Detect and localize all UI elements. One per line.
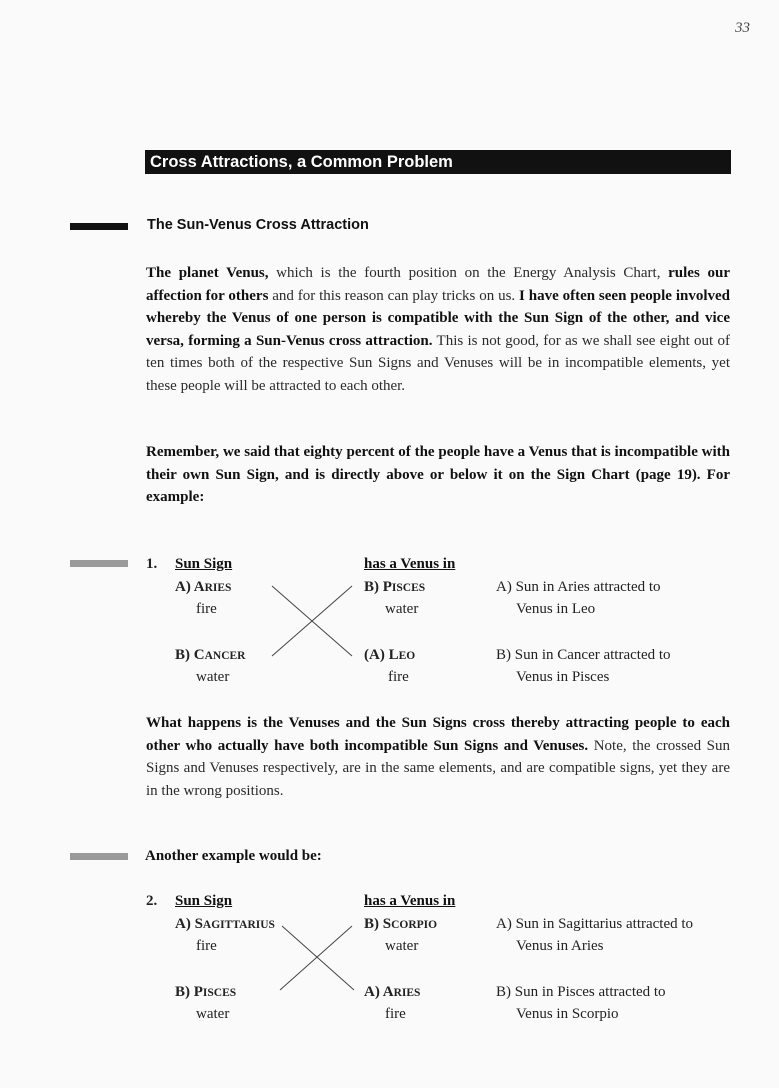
another-example-label: Another example would be: bbox=[145, 848, 322, 864]
venus-sign-2: A) ARIES bbox=[364, 984, 421, 1000]
text: This is not good, for as we shall see eight out of ten times both of the respective Sun Signs and Venuses will be in incompatible elements, yet these people will be attracted to each other. bbox=[146, 332, 731, 394]
text: Note, the crossed Sun Signs and Venuses respectively, are in the same elements, and are compatible signs, yet they are in the wrong positions. bbox=[146, 737, 730, 799]
page-number: 33 bbox=[735, 20, 750, 36]
subheading: The Sun-Venus Cross Attraction bbox=[147, 217, 369, 233]
attraction-note: Venus in Scorpio bbox=[516, 1006, 619, 1022]
sun-sign-b: B) CANCER bbox=[175, 647, 246, 663]
section-title: Cross Attractions, a Common Problem bbox=[145, 150, 731, 174]
text-bold: What happens is the Venuses and the Sun Signs cross thereby attracting people to each other who actually have both incompatible Sun Signs and Venuses. bbox=[146, 715, 730, 754]
example-number: 2. bbox=[146, 893, 158, 909]
attraction-note: B) Sun in Pisces attracted to bbox=[496, 984, 666, 1000]
element-label: water bbox=[385, 601, 419, 617]
attraction-note: A) Sun in Sagittarius attracted to bbox=[496, 916, 694, 932]
element-label: fire bbox=[385, 1006, 406, 1022]
element-label: water bbox=[385, 938, 419, 954]
column-header-sun-sign: Sun Sign bbox=[175, 556, 233, 572]
attraction-note: Venus in Aries bbox=[516, 938, 604, 954]
element-label: water bbox=[196, 1006, 230, 1022]
attraction-note: B) Sun in Cancer attracted to bbox=[496, 647, 671, 663]
attraction-note: Venus in Pisces bbox=[516, 669, 610, 685]
text-bold: I have often seen people involved whereby the Venus of one person is compatible with the Sun Sign of the other, and vice versa, forming a Sun-Venus cross attraction. bbox=[146, 287, 730, 349]
sun-sign-a: A) SAGITTARIUS bbox=[175, 916, 275, 932]
column-header-venus: has a Venus in bbox=[364, 556, 456, 572]
attraction-note: Venus in Leo bbox=[516, 601, 596, 617]
element-label: fire bbox=[388, 669, 409, 685]
column-header-venus: has a Venus in bbox=[364, 893, 456, 909]
sun-sign-b: B) PISCES bbox=[175, 984, 237, 1000]
venus-sign-1: B) PISCES bbox=[364, 579, 426, 595]
text-bold: rules our affection for others bbox=[146, 265, 730, 304]
text-bold: The planet Venus, bbox=[146, 265, 269, 281]
column-header-sun-sign: Sun Sign bbox=[175, 893, 233, 909]
text-bold: Remember, we said that eighty percent of the people have a Venus that is incompatible with their own Sun Sign, and is directly above or below it on the Sign Chart (page 19). For example: bbox=[146, 444, 730, 505]
element-label: water bbox=[196, 669, 230, 685]
venus-sign-2: (A) LEO bbox=[364, 647, 416, 663]
example-number: 1. bbox=[146, 556, 158, 572]
cross-lines-icon bbox=[268, 918, 356, 1018]
element-label: fire bbox=[196, 938, 217, 954]
attraction-note: A) Sun in Aries attracted to bbox=[496, 579, 661, 595]
text: and for this reason can play tricks on us. bbox=[268, 287, 520, 304]
venus-sign-1: B) SCORPIO bbox=[364, 916, 438, 932]
text: which is the fourth position on the Energy Analysis Chart, bbox=[268, 265, 669, 281]
element-label: fire bbox=[196, 601, 217, 617]
sun-sign-a: A) ARIES bbox=[175, 579, 232, 595]
